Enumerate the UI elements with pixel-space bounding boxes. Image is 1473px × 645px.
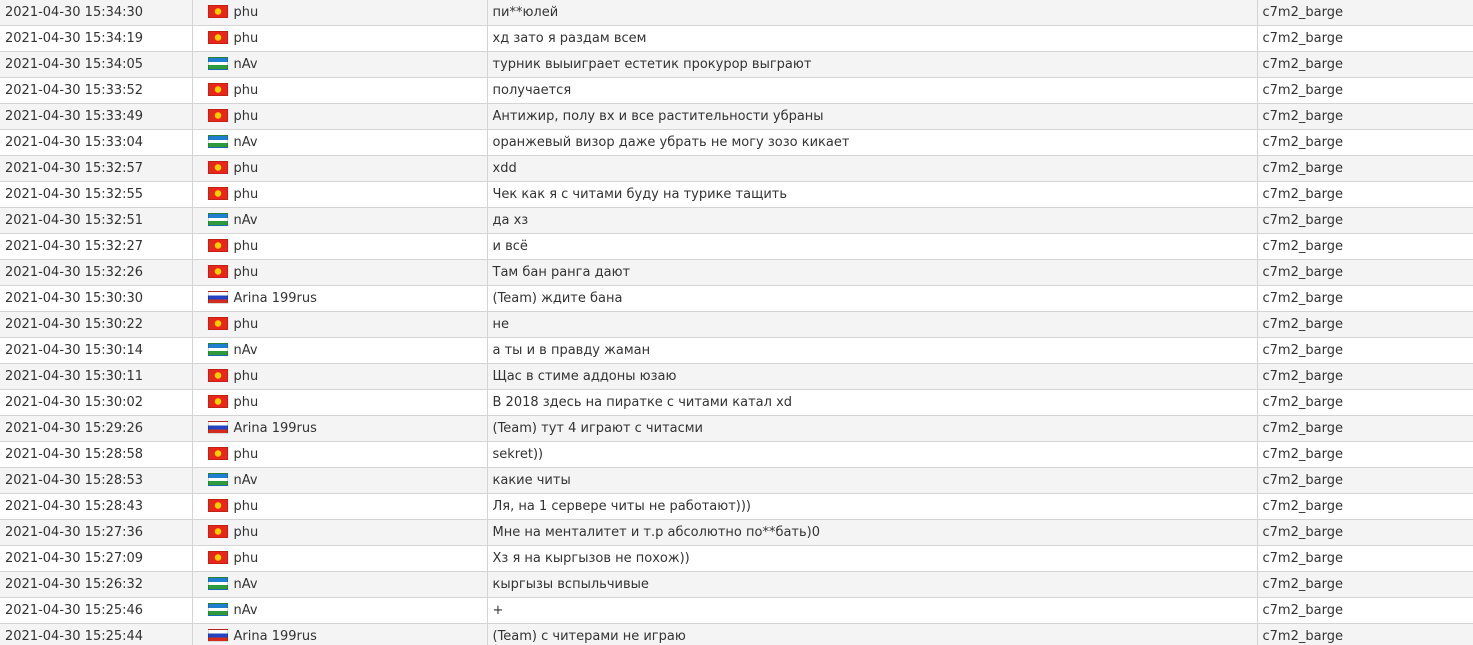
- player-cell: [192, 182, 487, 208]
- player-name[interactable]: phu: [233, 551, 259, 566]
- timestamp-cell: 2021-04-30 15:32:27: [0, 234, 192, 260]
- country-flag-ba-icon: [208, 603, 228, 616]
- map-cell: c7m2_barge: [1257, 78, 1473, 104]
- player-name[interactable]: nAv: [233, 473, 258, 488]
- message-cell: sekret)): [487, 442, 1257, 468]
- message-cell: xdd: [487, 156, 1257, 182]
- player-name[interactable]: phu: [233, 369, 259, 384]
- map-cell: c7m2_barge: [1257, 416, 1473, 442]
- map-cell: c7m2_barge: [1257, 520, 1473, 546]
- country-flag-kg-icon: [208, 83, 228, 96]
- timestamp-cell: 2021-04-30 15:27:09: [0, 546, 192, 572]
- map-cell: c7m2_barge: [1257, 52, 1473, 78]
- timestamp-cell: 2021-04-30 15:32:51: [0, 208, 192, 234]
- message-cell: и всё: [487, 234, 1257, 260]
- player-name[interactable]: phu: [233, 109, 259, 124]
- map-cell: c7m2_barge: [1257, 468, 1473, 494]
- player-cell: [192, 338, 487, 364]
- country-flag-ba-icon: [208, 473, 228, 486]
- player-name[interactable]: nAv: [233, 577, 258, 592]
- table-row: [0, 364, 1473, 390]
- timestamp-cell: 2021-04-30 15:34:05: [0, 52, 192, 78]
- table-row: [0, 104, 1473, 130]
- timestamp-cell: 2021-04-30 15:28:53: [0, 468, 192, 494]
- map-cell: c7m2_barge: [1257, 156, 1473, 182]
- player-cell: [192, 260, 487, 286]
- country-flag-kg-icon: [208, 161, 228, 174]
- player-cell: [192, 52, 487, 78]
- map-cell: c7m2_barge: [1257, 338, 1473, 364]
- timestamp-cell: 2021-04-30 15:33:04: [0, 130, 192, 156]
- player-cell: [192, 468, 487, 494]
- player-cell: [192, 390, 487, 416]
- country-flag-ru-icon: [208, 291, 228, 304]
- timestamp-cell: 2021-04-30 15:28:43: [0, 494, 192, 520]
- timestamp-cell: 2021-04-30 15:30:02: [0, 390, 192, 416]
- player-cell: [192, 286, 487, 312]
- country-flag-kg-icon: [208, 265, 228, 278]
- table-row: [0, 130, 1473, 156]
- player-cell: [192, 78, 487, 104]
- message-cell: В 2018 здесь на пиратке с читами катал xd: [487, 390, 1257, 416]
- country-flag-ru-icon: [208, 629, 228, 642]
- table-row: [0, 182, 1473, 208]
- message-cell: турник выыиграет естетик прокурор выграют: [487, 52, 1257, 78]
- timestamp-cell: 2021-04-30 15:33:52: [0, 78, 192, 104]
- country-flag-kg-icon: [208, 395, 228, 408]
- table-row: [0, 442, 1473, 468]
- player-name[interactable]: phu: [233, 525, 259, 540]
- player-name[interactable]: phu: [233, 31, 259, 46]
- table-row: [0, 624, 1473, 645]
- player-cell: [192, 364, 487, 390]
- map-cell: c7m2_barge: [1257, 260, 1473, 286]
- table-row: [0, 546, 1473, 572]
- table-row: [0, 0, 1473, 26]
- table-row: [0, 520, 1473, 546]
- table-row: [0, 52, 1473, 78]
- player-name[interactable]: nAv: [233, 343, 258, 358]
- message-cell: (Team) с читерами не играю: [487, 624, 1257, 645]
- player-name[interactable]: nAv: [233, 135, 258, 150]
- player-cell: [192, 0, 487, 26]
- country-flag-kg-icon: [208, 525, 228, 538]
- player-name[interactable]: phu: [233, 499, 259, 514]
- country-flag-kg-icon: [208, 447, 228, 460]
- timestamp-cell: 2021-04-30 15:25:46: [0, 598, 192, 624]
- map-cell: c7m2_barge: [1257, 572, 1473, 598]
- table-row: [0, 208, 1473, 234]
- message-cell: а ты и в правду жаман: [487, 338, 1257, 364]
- message-cell: пи**юлей: [487, 0, 1257, 26]
- table-row: [0, 494, 1473, 520]
- player-name[interactable]: phu: [233, 187, 259, 202]
- message-cell: Антижир, полу вх и все растительности убраны: [487, 104, 1257, 130]
- table-row: [0, 416, 1473, 442]
- map-cell: c7m2_barge: [1257, 546, 1473, 572]
- player-cell: [192, 442, 487, 468]
- timestamp-cell: 2021-04-30 15:29:26: [0, 416, 192, 442]
- table-row: [0, 260, 1473, 286]
- player-name[interactable]: phu: [233, 5, 259, 20]
- map-cell: c7m2_barge: [1257, 312, 1473, 338]
- country-flag-kg-icon: [208, 31, 228, 44]
- player-cell: [192, 234, 487, 260]
- country-flag-kg-icon: [208, 551, 228, 564]
- player-cell: [192, 572, 487, 598]
- map-cell: c7m2_barge: [1257, 208, 1473, 234]
- player-cell: [192, 312, 487, 338]
- player-cell: [192, 26, 487, 52]
- table-row: [0, 338, 1473, 364]
- message-cell: какие читы: [487, 468, 1257, 494]
- message-cell: Ля, на 1 сервере читы не работают))): [487, 494, 1257, 520]
- map-cell: c7m2_barge: [1257, 286, 1473, 312]
- timestamp-cell: 2021-04-30 15:33:49: [0, 104, 192, 130]
- table-row: [0, 26, 1473, 52]
- country-flag-ba-icon: [208, 57, 228, 70]
- message-cell: Мне на менталитет и т.р абсолютно по**бать)0: [487, 520, 1257, 546]
- map-cell: c7m2_barge: [1257, 494, 1473, 520]
- table-row: [0, 390, 1473, 416]
- table-row: [0, 312, 1473, 338]
- player-name[interactable]: nAv: [233, 57, 258, 72]
- message-cell: не: [487, 312, 1257, 338]
- country-flag-kg-icon: [208, 5, 228, 18]
- player-name[interactable]: Arina 199rus: [233, 291, 317, 306]
- player-name[interactable]: phu: [233, 161, 259, 176]
- timestamp-cell: 2021-04-30 15:30:30: [0, 286, 192, 312]
- table-row: [0, 468, 1473, 494]
- country-flag-ba-icon: [208, 577, 228, 590]
- message-cell: хд зато я раздам всем: [487, 26, 1257, 52]
- country-flag-ba-icon: [208, 135, 228, 148]
- message-cell: Чек как я с читами буду на турике тащить: [487, 182, 1257, 208]
- map-cell: c7m2_barge: [1257, 0, 1473, 26]
- country-flag-kg-icon: [208, 499, 228, 512]
- timestamp-cell: 2021-04-30 15:26:32: [0, 572, 192, 598]
- player-name[interactable]: phu: [233, 317, 259, 332]
- player-name[interactable]: phu: [233, 265, 259, 280]
- table-row: [0, 286, 1473, 312]
- timestamp-cell: 2021-04-30 15:34:19: [0, 26, 192, 52]
- timestamp-cell: 2021-04-30 15:27:36: [0, 520, 192, 546]
- table-row: [0, 78, 1473, 104]
- message-cell: (Team) ждите бана: [487, 286, 1257, 312]
- map-cell: c7m2_barge: [1257, 598, 1473, 624]
- country-flag-ba-icon: [208, 343, 228, 356]
- message-cell: получается: [487, 78, 1257, 104]
- map-cell: c7m2_barge: [1257, 234, 1473, 260]
- player-name[interactable]: phu: [233, 239, 259, 254]
- player-name[interactable]: nAv: [233, 213, 258, 228]
- player-name[interactable]: phu: [233, 395, 259, 410]
- timestamp-cell: 2021-04-30 15:30:22: [0, 312, 192, 338]
- player-cell: [192, 546, 487, 572]
- timestamp-cell: 2021-04-30 15:34:30: [0, 0, 192, 26]
- player-name[interactable]: phu: [233, 447, 259, 462]
- timestamp-cell: 2021-04-30 15:32:26: [0, 260, 192, 286]
- timestamp-cell: 2021-04-30 15:30:11: [0, 364, 192, 390]
- map-cell: c7m2_barge: [1257, 442, 1473, 468]
- map-cell: c7m2_barge: [1257, 130, 1473, 156]
- map-cell: c7m2_barge: [1257, 624, 1473, 645]
- map-cell: c7m2_barge: [1257, 364, 1473, 390]
- player-cell: [192, 624, 487, 645]
- player-cell: [192, 598, 487, 624]
- player-cell: [192, 208, 487, 234]
- message-cell: (Team) тут 4 играют с читасми: [487, 416, 1257, 442]
- country-flag-kg-icon: [208, 109, 228, 122]
- country-flag-kg-icon: [208, 239, 228, 252]
- player-name[interactable]: nAv: [233, 603, 258, 618]
- timestamp-cell: 2021-04-30 15:28:58: [0, 442, 192, 468]
- map-cell: c7m2_barge: [1257, 182, 1473, 208]
- table-row: [0, 234, 1473, 260]
- player-cell: [192, 494, 487, 520]
- timestamp-cell: 2021-04-30 15:32:55: [0, 182, 192, 208]
- player-cell: [192, 416, 487, 442]
- table-row: [0, 572, 1473, 598]
- country-flag-kg-icon: [208, 187, 228, 200]
- message-cell: да хз: [487, 208, 1257, 234]
- message-cell: Щас в стиме аддоны юзаю: [487, 364, 1257, 390]
- map-cell: c7m2_barge: [1257, 390, 1473, 416]
- player-cell: [192, 520, 487, 546]
- table-row: [0, 598, 1473, 624]
- message-cell: кыргызы вспыльчивые: [487, 572, 1257, 598]
- message-cell: +: [487, 598, 1257, 624]
- message-cell: оранжевый визор даже убрать не могу зозо кикает: [487, 130, 1257, 156]
- player-cell: [192, 156, 487, 182]
- player-name[interactable]: Arina 199rus: [233, 629, 317, 644]
- country-flag-ba-icon: [208, 213, 228, 226]
- message-cell: Хз я на кыргызов не похож)): [487, 546, 1257, 572]
- country-flag-ru-icon: [208, 421, 228, 434]
- player-cell: [192, 130, 487, 156]
- player-name[interactable]: Arina 199rus: [233, 421, 317, 436]
- country-flag-kg-icon: [208, 369, 228, 382]
- player-cell: [192, 104, 487, 130]
- table-row: [0, 156, 1473, 182]
- map-cell: c7m2_barge: [1257, 26, 1473, 52]
- message-cell: Там бан ранга дают: [487, 260, 1257, 286]
- timestamp-cell: 2021-04-30 15:30:14: [0, 338, 192, 364]
- timestamp-cell: 2021-04-30 15:32:57: [0, 156, 192, 182]
- player-name[interactable]: phu: [233, 83, 259, 98]
- timestamp-cell: 2021-04-30 15:25:44: [0, 624, 192, 645]
- country-flag-kg-icon: [208, 317, 228, 330]
- map-cell: c7m2_barge: [1257, 104, 1473, 130]
